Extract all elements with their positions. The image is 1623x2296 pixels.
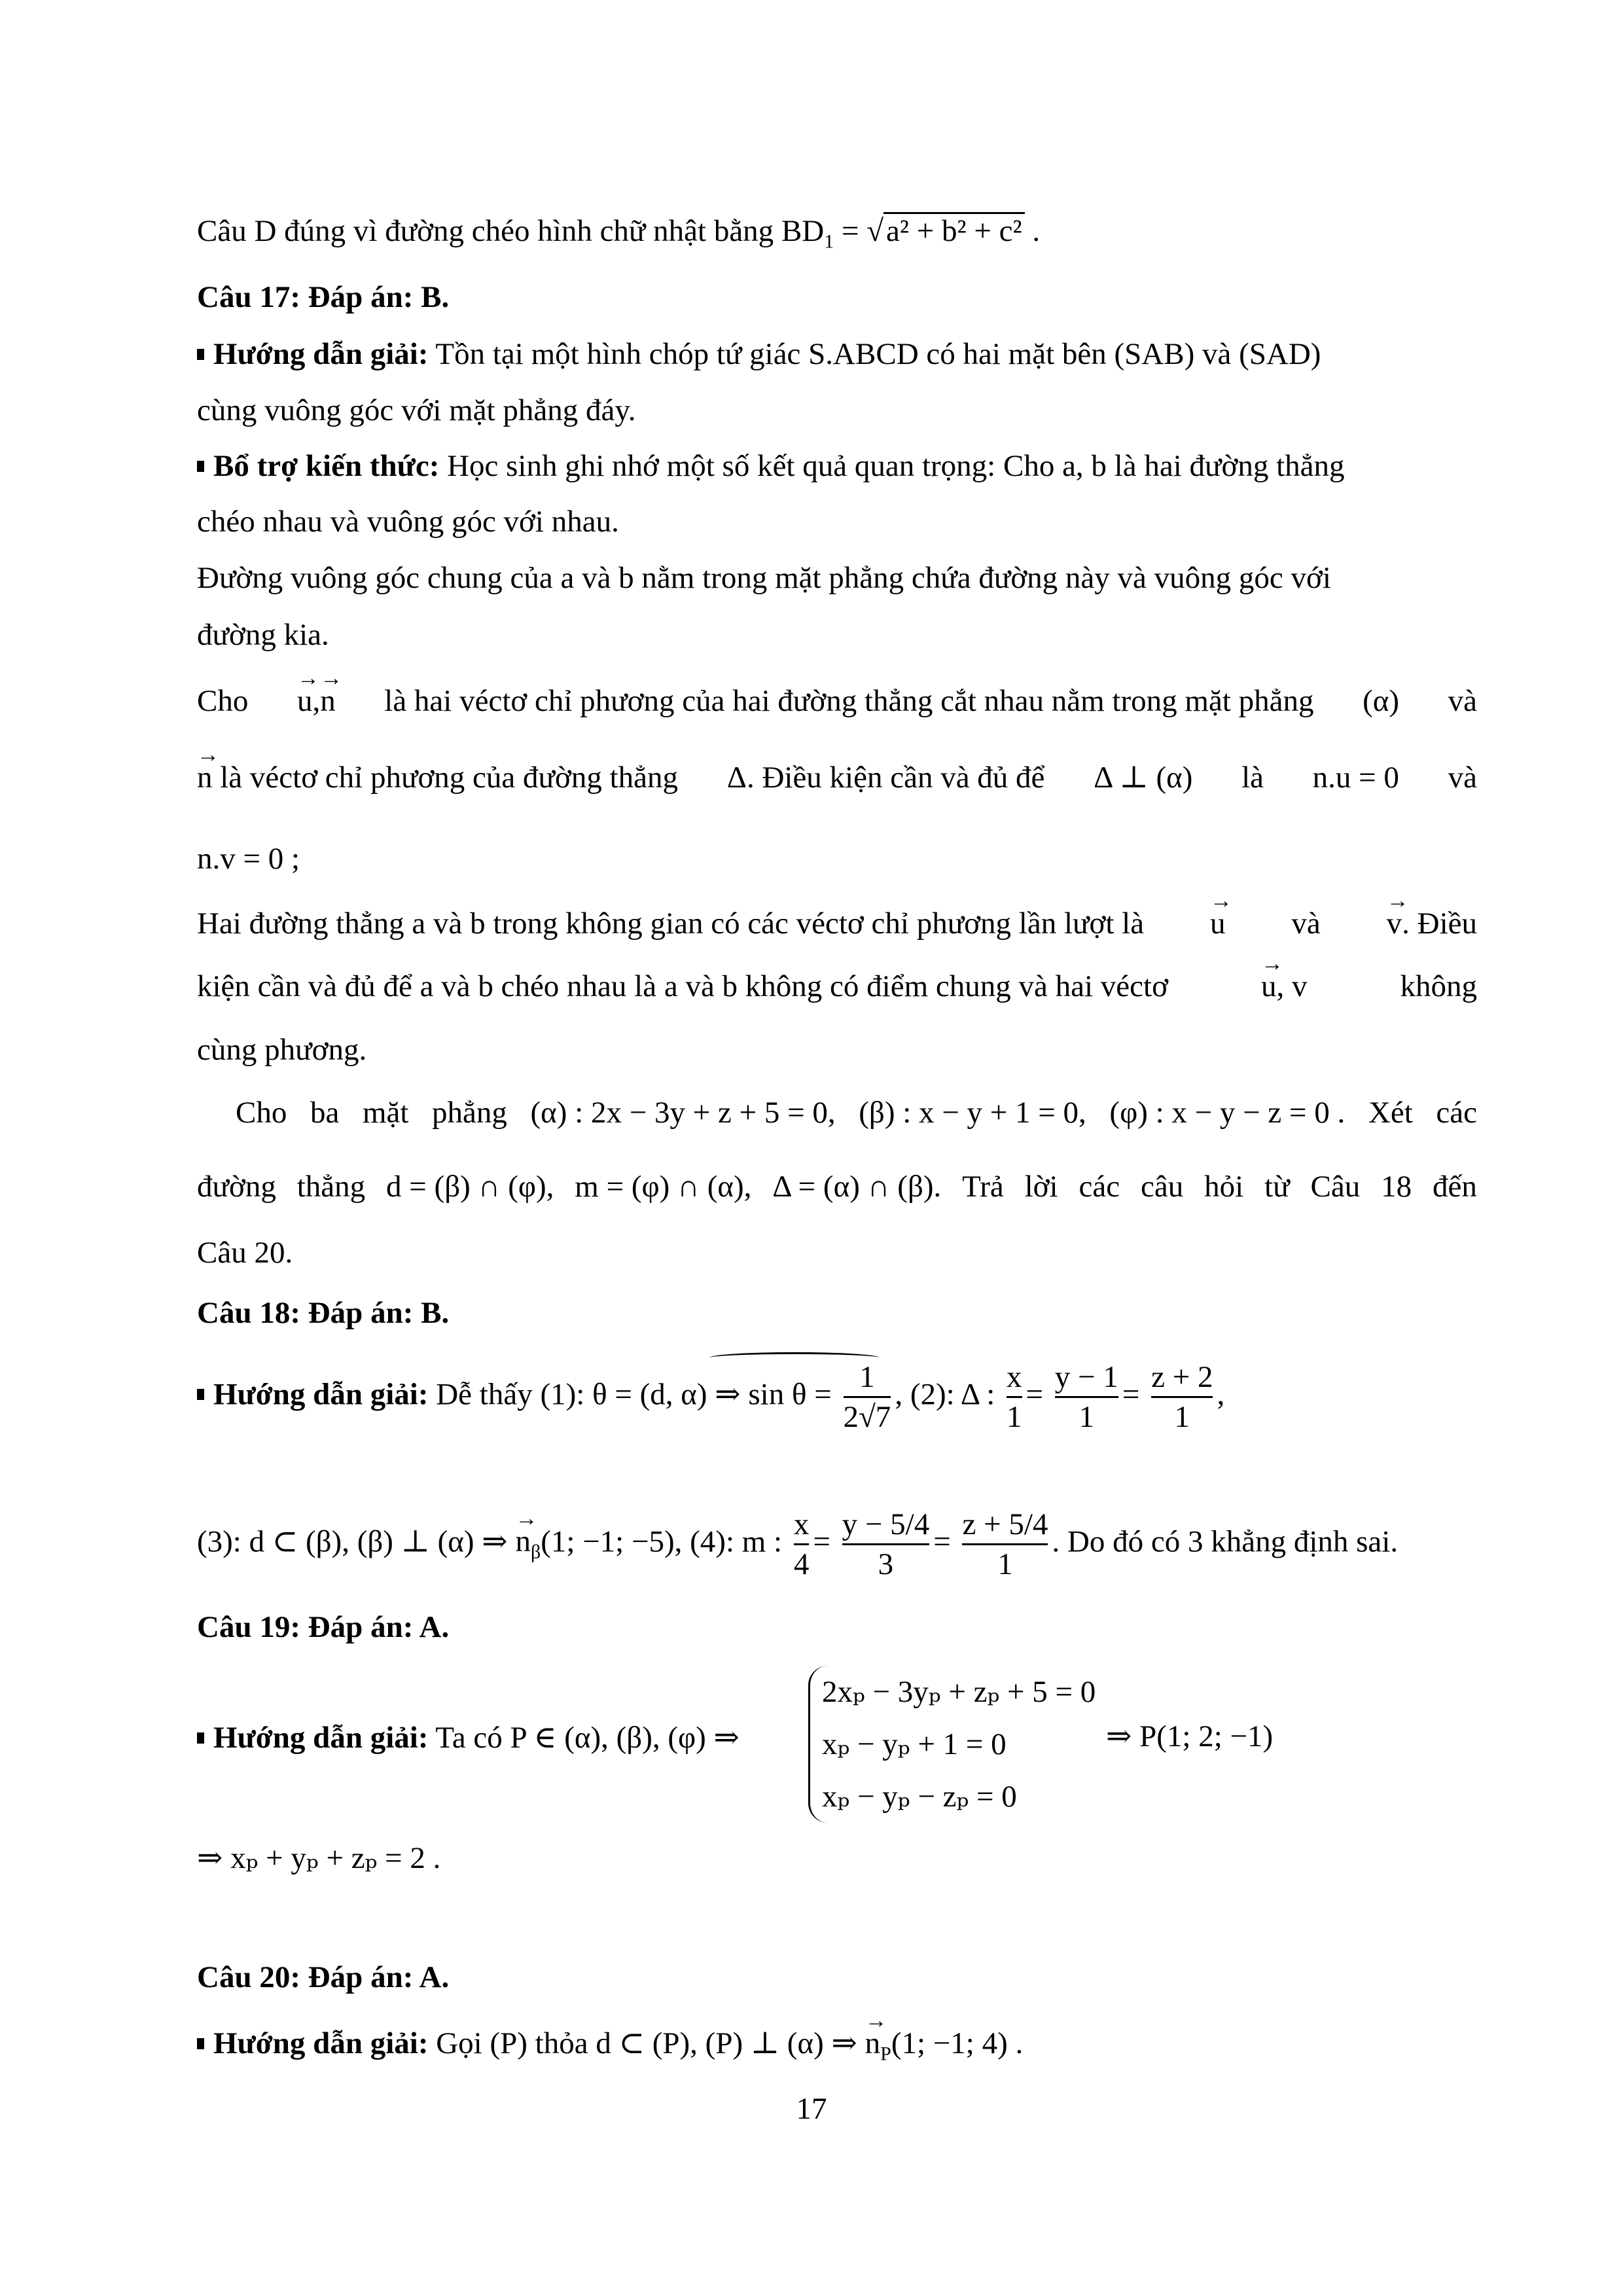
formula-line: n.v = 0 ; — [197, 842, 300, 876]
formula: (α) — [1363, 684, 1399, 718]
vector-n: → n — [865, 2024, 881, 2063]
sub: β — [530, 1541, 541, 1563]
w: thẳng — [296, 1170, 366, 1204]
text: Cho — [197, 684, 249, 718]
label: Hướng dẫn giải: — [213, 1377, 429, 1412]
formula-bd1: $BD_1 = √a^2 + b^2 + c^2$ . — [781, 214, 1040, 248]
text-line: đường kia. — [197, 618, 329, 652]
text: BD — [781, 214, 825, 248]
text-line: chéo nhau và vuông góc với nhau. — [197, 505, 619, 539]
q20-hint — [197, 2024, 1023, 2073]
equation-system — [808, 1666, 1096, 1823]
text: kiện cần và đủ để a và b chéo nhau là a và b không có điểm chung và hai véctơ — [197, 969, 1168, 1003]
line-delta: Δ = (α) ∩ (β). — [772, 1170, 942, 1204]
equation: xₚ − yₚ + 1 = 0 — [822, 1727, 1007, 1761]
q19-title: Câu 19: Đáp án: A. — [197, 1610, 450, 1644]
num: z + 2 — [1151, 1360, 1213, 1394]
text-line: cùng phương. — [197, 1033, 367, 1067]
vector-u: → u — [1210, 904, 1226, 943]
text: và — [1448, 761, 1477, 795]
bullet-icon — [197, 2038, 204, 2049]
den: 1 — [1079, 1400, 1095, 1434]
text: , (2): Δ : — [895, 1377, 995, 1412]
text: Tồn tại một hình chóp tứ giác S.ABCD có hai mặt bên (SAB) và (SAD) — [428, 337, 1321, 371]
den: 1 — [1174, 1400, 1190, 1434]
plane-beta: (β) : x − y + 1 = 0, — [859, 1096, 1086, 1130]
w: câu — [1140, 1170, 1184, 1204]
w: các — [1436, 1096, 1477, 1130]
text: (3): d ⊂ (β), (β) ⊥ (α) ⇒ — [197, 1524, 508, 1559]
text-line: cùng vuông góc với mặt phẳng đáy. — [197, 393, 636, 427]
equation: xₚ − yₚ − zₚ = 0 — [822, 1780, 1017, 1814]
text: . — [1024, 214, 1041, 248]
q17-support — [197, 446, 1345, 486]
w: Trả — [962, 1170, 1004, 1204]
w: Cho — [236, 1096, 287, 1130]
num: 1 — [859, 1360, 875, 1394]
text: Δ. Điều kiện cần và đủ để — [726, 761, 1045, 795]
text-line — [197, 758, 1477, 797]
text: Gọi (P) thỏa d ⊂ (P), (P) ⊥ (α) ⇒ — [428, 2026, 857, 2060]
fraction — [1007, 1358, 1022, 1436]
text: . Điều — [1402, 906, 1477, 941]
w: mặt — [362, 1096, 409, 1130]
num: y − 1 — [1054, 1360, 1118, 1394]
w: lời — [1024, 1170, 1058, 1204]
num: z + 5/4 — [962, 1507, 1048, 1541]
eq: = — [1122, 1377, 1140, 1412]
text: 1 — [824, 230, 834, 253]
text: (1; −1; 4) . — [891, 2026, 1024, 2060]
num: y − 5/4 — [842, 1507, 930, 1541]
vector-v: → v — [1387, 904, 1402, 943]
fraction — [842, 1505, 930, 1583]
vector-n: → n — [320, 681, 336, 721]
text: là véctơ chỉ phương của đường thẳng — [220, 761, 679, 795]
fraction — [844, 1358, 891, 1436]
text-line: Câu 20. — [197, 1236, 293, 1270]
den: 3 — [878, 1547, 894, 1581]
vectors-un: → u,→ n — [297, 681, 336, 721]
text: không — [1400, 969, 1477, 1003]
eq: = — [813, 1524, 830, 1559]
page-number: 17 — [796, 2092, 827, 2126]
fraction — [1055, 1358, 1118, 1436]
text: (1; −1; −5), (4): m : — [541, 1524, 783, 1559]
q17-hint — [197, 334, 1321, 374]
w: 18 — [1381, 1170, 1412, 1204]
w: từ — [1264, 1170, 1290, 1204]
lines-def — [197, 1167, 1477, 1206]
line-d: d = (β) ∩ (φ), — [386, 1170, 554, 1204]
text: và — [1448, 684, 1477, 718]
eq: = — [933, 1524, 951, 1559]
text-line — [197, 967, 1477, 1006]
w: phẳng — [432, 1096, 507, 1130]
vectors-uv: → u, v — [1261, 967, 1308, 1006]
label: Hướng dẫn giải: — [213, 1721, 429, 1755]
plane-alpha: (α) : 2x − 3y + z + 5 = 0, — [530, 1096, 836, 1130]
eq: = — [1026, 1377, 1044, 1412]
text: Dễ thấy (1): θ = (d, α) ⇒ sin θ = — [428, 1377, 832, 1412]
text: và — [1291, 906, 1321, 941]
fraction — [794, 1505, 810, 1583]
bullet-icon — [197, 1389, 204, 1400]
w: ba — [310, 1096, 340, 1130]
bullet-icon — [197, 349, 204, 360]
label: Bổ trợ kiến thức: — [213, 449, 440, 483]
w: đến — [1433, 1170, 1477, 1204]
label: Hướng dẫn giải: — [213, 337, 429, 371]
text: là — [1241, 761, 1264, 795]
text: là hai véctơ chỉ phương của hai đường thẳng cắt nhau nằm trong mặt phẳng — [384, 684, 1314, 718]
plane-phi: (φ) : x − y − z = 0 . — [1109, 1096, 1346, 1130]
text-line — [197, 904, 1477, 943]
den: 4 — [793, 1547, 810, 1581]
text: Ta có P ∈ (α), (β), (φ) ⇒ — [428, 1721, 740, 1755]
fraction — [962, 1505, 1048, 1583]
label: Hướng dẫn giải: — [213, 2026, 429, 2060]
line-m: m = (φ) ∩ (α), — [575, 1170, 752, 1204]
num: x — [1007, 1360, 1022, 1394]
text: Học sinh ghi nhớ một số kết quả quan trọng: Cho a, b là hai đường thẳng — [439, 449, 1345, 483]
formula: n.u = 0 — [1312, 761, 1399, 795]
den: 2√7 — [843, 1400, 891, 1434]
sub: P — [880, 2043, 891, 2065]
formula: Δ ⊥ (α) — [1094, 761, 1193, 795]
text: . Do đó có 3 khẳng định sai. — [1052, 1524, 1399, 1559]
w: Câu — [1310, 1170, 1361, 1204]
text-line — [197, 681, 1477, 721]
text-line: Đường vuông góc chung của a và b nằm trong mặt phẳng chứa đường này và vuông góc với — [197, 561, 1331, 595]
w: hỏi — [1204, 1170, 1244, 1204]
text: Câu D đúng vì đường chéo hình chữ nhật bằng — [197, 214, 774, 248]
fraction — [1151, 1358, 1213, 1436]
q18-title: Câu 18: Đáp án: B. — [197, 1296, 450, 1330]
q20-title: Câu 20: Đáp án: A. — [197, 1960, 450, 1994]
w: đường — [197, 1170, 276, 1204]
q19-hint — [197, 1718, 740, 1757]
den: 1 — [1007, 1400, 1022, 1434]
vector-u: → u — [297, 681, 313, 721]
system-result: ⇒ P(1; 2; −1) — [1106, 1719, 1274, 1753]
text: = — [834, 214, 867, 248]
text: Hai đường thẳng a và b trong không gian có các véctơ chỉ phương lần lượt là — [197, 906, 1145, 941]
bullet-icon — [197, 461, 204, 472]
q18-line2 — [197, 1505, 1398, 1583]
num: x — [793, 1507, 810, 1541]
radicand: a² + b² + c² — [883, 212, 1025, 248]
equation: 2xₚ − 3yₚ + zₚ + 5 = 0 — [822, 1675, 1096, 1709]
q19-conclusion: ⇒ xₚ + yₚ + zₚ = 2 . — [197, 1841, 441, 1875]
den: 1 — [997, 1547, 1013, 1581]
w: các — [1079, 1170, 1120, 1204]
vector-n: → n — [515, 1522, 531, 1561]
q18-hint — [197, 1358, 1224, 1436]
text: , — [1217, 1377, 1225, 1412]
q17-title: Câu 17: Đáp án: B. — [197, 280, 450, 314]
bullet-icon — [197, 1732, 204, 1744]
line-q16-conclusion — [197, 211, 1040, 261]
w: Xét — [1368, 1096, 1413, 1130]
planes-line — [236, 1093, 1477, 1132]
vector-n: → n — [197, 758, 213, 797]
